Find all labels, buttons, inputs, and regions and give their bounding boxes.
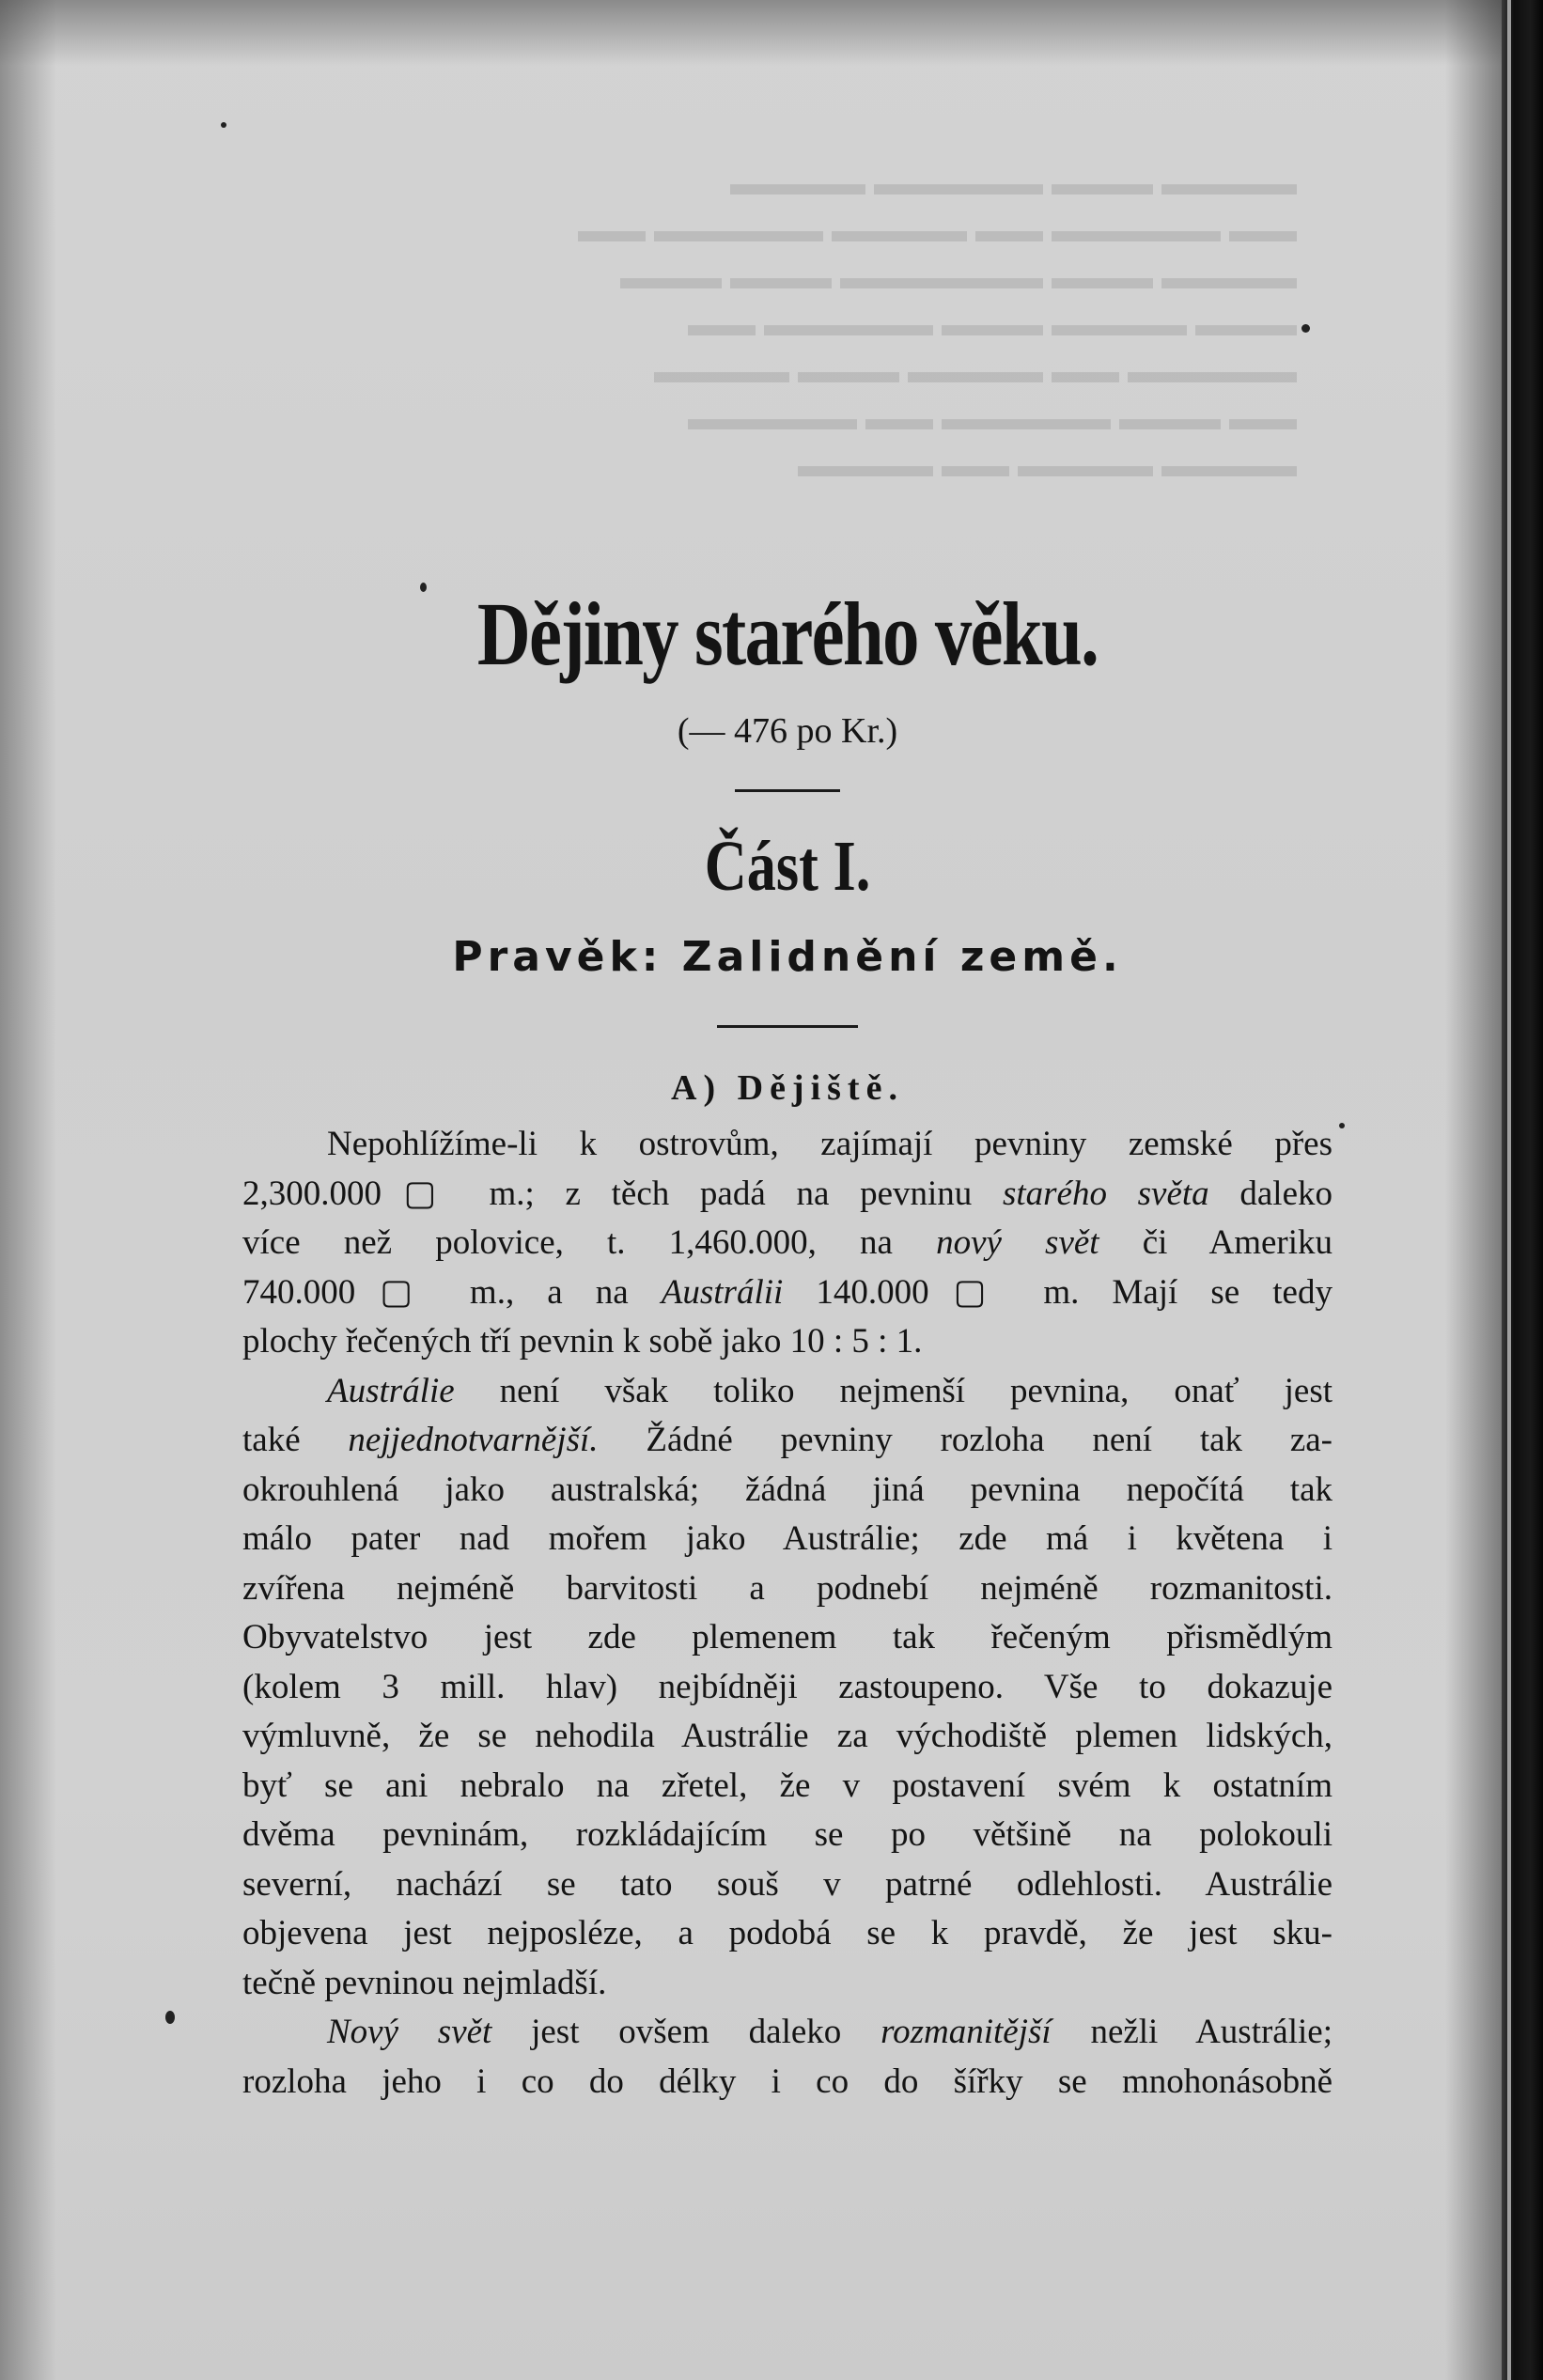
- page-shadow-left: [0, 0, 56, 2380]
- text-line: severní, nachází se tato souš v patrné odlehlosti. Austrálie: [242, 1864, 1333, 1904]
- bleed-through-texture: ▬▬▬▬ ▬▬▬ ▬▬▬▬▬ ▬▬▬▬ ▬▬ ▬▬▬▬▬ ▬▬ ▬▬▬▬ ▬▬▬▬▬ ▬▬ ▬▬▬▬ ▬▬▬ ▬▬▬▬▬▬ ▬▬▬ ▬▬▬ ▬▬▬ ▬▬▬▬ ▬▬▬ ▬▬▬▬▬ ▬▬ ▬▬▬▬▬ ▬▬ ▬▬▬▬ ▬▬▬ ▬▬▬▬ ▬▬ ▬▬▬ ▬▬▬▬▬ ▬▬ ▬▬▬▬▬ ▬▬▬▬ ▬▬▬▬ ▬▬ ▬▬▬▬: [578, 164, 1297, 484]
- divider-rule: [735, 789, 840, 792]
- emphasis: nejjednotvarnější.: [348, 1421, 599, 1459]
- subsection-heading: A) Dějiště.: [671, 1068, 904, 1108]
- part-heading: Část I.: [704, 827, 871, 906]
- text-line: 740.000▢ m., a na Austrálii 140.000▢ m. Mají se tedy: [242, 1272, 1333, 1312]
- text-line: 2,300.000▢ m.; z těch padá na pevninu starého světa daleko: [242, 1174, 1333, 1213]
- text-line: rozloha jeho i co do délky i co do šířky se mnohonásobně: [242, 2061, 1333, 2101]
- text-line: Nepohlížíme-li k ostrovům, zajímají pevniny zemské přes: [327, 1125, 1333, 1163]
- spine-highlight: [1507, 0, 1511, 2380]
- text-line: dvěma pevninám, rozkládajícím se po většině na polokouli: [242, 1815, 1333, 1854]
- text-line: málo pater nad mořem jako Austrálie; zde má i květena i: [242, 1519, 1333, 1558]
- text-line: výmluvně, že se nehodila Austrálie za východiště plemen lidských,: [242, 1717, 1333, 1755]
- text-line: Austrálie není však toliko nejmenší pevnina, onať jest: [327, 1371, 1333, 1410]
- text-line: Obyvatelstvo jest zde plemenem tak řečeným přismědlým: [242, 1618, 1333, 1657]
- text-line: byť se ani nebralo na zřetel, že v postavení svém k ostatním: [242, 1766, 1333, 1805]
- page-shadow-right: [1445, 0, 1502, 2380]
- emphasis: Nový svět: [327, 2013, 492, 2051]
- text-line: tečně pevninou nejmladší.: [242, 1963, 607, 2002]
- page-shadow-top: [0, 0, 1502, 66]
- text-line: také nejjednotvarnější. Žádné pevniny rozloha není tak za-: [242, 1421, 1333, 1459]
- ink-speck: [1301, 324, 1310, 333]
- divider-rule: [717, 1025, 858, 1028]
- text-line: objevena jest nejposléze, a podobá se k pravdě, že jest sku-: [242, 1914, 1333, 1952]
- text-line: plochy řečených tří pevnin k sobě jako 10 : 5 : 1.: [242, 1322, 923, 1361]
- emphasis: starého světa: [1002, 1174, 1209, 1213]
- ink-speck: [1339, 1123, 1345, 1128]
- section-heading: Pravěk: Zalidnění země.: [452, 933, 1123, 981]
- text-line: zvířena nejméně barvitosti a podnebí nejméně rozmanitosti.: [242, 1568, 1333, 1608]
- emphasis: nový svět: [936, 1223, 1099, 1262]
- page-content: [242, 583, 1333, 2107]
- emphasis: Austrálii: [661, 1272, 784, 1312]
- text-line: okrouhlená jako australská; žádná jiná pevnina nepočítá tak: [242, 1470, 1333, 1509]
- emphasis: rozmanitější: [881, 2013, 1052, 2051]
- page-subtitle: (— 476 po Kr.): [677, 711, 898, 751]
- text-line: Nový svět jest ovšem daleko rozmanitější nežli Austrálie;: [327, 2013, 1333, 2051]
- body-text: [242, 1120, 1333, 2107]
- ink-speck: [165, 2011, 175, 2024]
- emphasis: Austrálie: [327, 1371, 455, 1410]
- text-line: více než polovice, t. 1,460.000, na nový svět či Ameriku: [242, 1223, 1333, 1262]
- ink-speck: [221, 122, 226, 128]
- page-title: Dějiny starého věku.: [476, 583, 1099, 684]
- text-line: (kolem 3 mill. hlav) nejbídněji zastoupeno. Vše to dokazuje: [242, 1667, 1333, 1706]
